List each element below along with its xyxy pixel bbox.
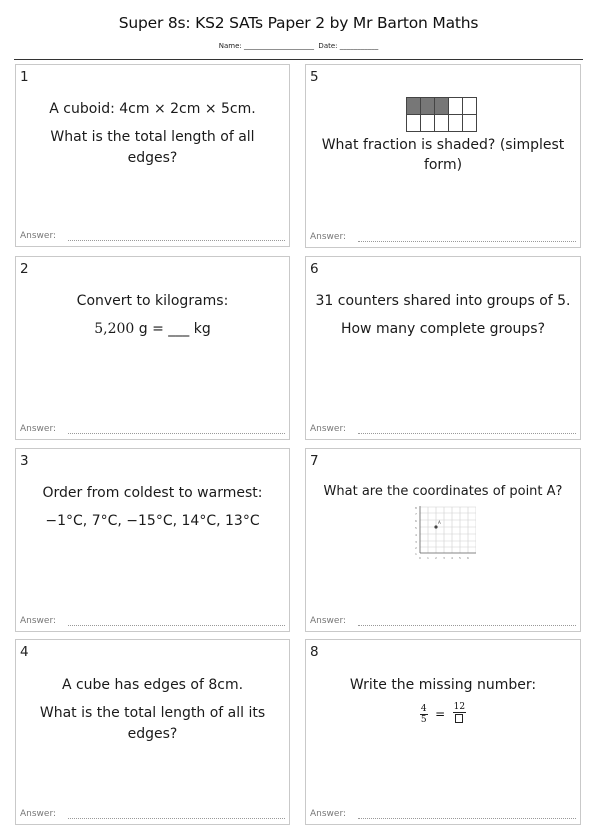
- unshaded-cell: [463, 98, 477, 115]
- answer-line[interactable]: [358, 433, 576, 434]
- coordinate-grid: [412, 503, 476, 561]
- svg-text:7: 7: [415, 512, 417, 516]
- question-number: 5: [310, 69, 319, 85]
- question-text-line: −1°C, 7°C, −15°C, 14°C, 13°C: [45, 513, 260, 529]
- question-text-line: What fraction is shaded? (simplest: [321, 137, 565, 153]
- shaded-cell: [407, 98, 421, 115]
- missing-denominator-box[interactable]: [453, 713, 466, 726]
- left-numerator: 4: [420, 703, 427, 714]
- unshaded-cell: [449, 115, 463, 132]
- answer-line[interactable]: [358, 241, 576, 242]
- answer-label: Answer:: [20, 424, 57, 434]
- question-text-line: [24, 319, 281, 340]
- equals-sign: =: [435, 707, 446, 721]
- answer-label: Answer:: [20, 809, 57, 819]
- question-card-3: [15, 448, 290, 632]
- right-numerator: 12: [453, 702, 466, 712]
- svg-text:4: 4: [451, 556, 453, 560]
- fraction-bar-diagram: [406, 97, 477, 132]
- question-text-line: What is the total length of all: [50, 129, 255, 145]
- unshaded-cell: [421, 115, 435, 132]
- right-fraction: [453, 702, 466, 726]
- question-text-line: edges?: [127, 150, 178, 166]
- question-text-line: Order from coldest to warmest:: [42, 485, 263, 501]
- answer-label: Answer:: [20, 231, 57, 241]
- question-number: 8: [310, 644, 319, 660]
- question-card-1: [15, 64, 290, 247]
- answer-line[interactable]: [68, 818, 285, 819]
- question-card-4: [15, 639, 290, 825]
- svg-text:5: 5: [415, 526, 417, 530]
- question-card-7: [305, 448, 581, 632]
- point-a-label: A: [438, 520, 441, 525]
- svg-text:2: 2: [415, 546, 417, 550]
- question-text-line: Write the missing number:: [349, 677, 537, 693]
- answer-label: Answer:: [310, 616, 347, 626]
- answer-label: Answer:: [310, 809, 347, 819]
- answer-line[interactable]: [68, 240, 285, 241]
- unshaded-cell: [463, 115, 477, 132]
- question-number: 1: [20, 69, 29, 85]
- question-text-line: How many complete groups?: [340, 321, 546, 337]
- answer-label: Answer:: [310, 232, 347, 242]
- svg-text:6: 6: [467, 556, 469, 560]
- answer-line[interactable]: [358, 818, 576, 819]
- answer-line[interactable]: [358, 625, 576, 626]
- left-fraction: [420, 704, 428, 725]
- point-a-marker: [434, 525, 437, 528]
- question-text-line: What is the total length of all its: [39, 705, 266, 721]
- answer-line[interactable]: [68, 625, 285, 626]
- header-divider: [14, 59, 583, 60]
- unshaded-cell: [435, 115, 449, 132]
- question-number: 4: [20, 644, 29, 660]
- shaded-cell: [435, 98, 449, 115]
- shaded-cell: [421, 98, 435, 115]
- svg-text:4: 4: [415, 533, 417, 537]
- question-number: 6: [310, 261, 319, 277]
- left-denominator: 5: [420, 714, 427, 725]
- question-text-line: A cube has edges of 8cm.: [61, 677, 244, 693]
- conversion-text: g = ___ kg: [138, 321, 211, 337]
- fraction-equation: [306, 702, 580, 726]
- question-text-line: A cuboid: 4cm × 2cm × 5cm.: [49, 101, 256, 117]
- answer-label: Answer:: [20, 616, 57, 626]
- question-text-line: edges?: [127, 726, 178, 742]
- svg-text:3: 3: [415, 540, 417, 544]
- axis-tick-labels: [415, 506, 469, 560]
- svg-text:2: 2: [435, 556, 437, 560]
- question-card-2: [15, 256, 290, 440]
- question-text-line: What are the coordinates of point A?: [323, 484, 563, 499]
- question-number: 2: [20, 261, 29, 277]
- answer-line[interactable]: [68, 433, 285, 434]
- svg-text:0: 0: [419, 556, 421, 560]
- page-title: Super 8s: KS2 SATs Paper 2 by Mr Barton Maths: [118, 14, 479, 32]
- answer-label: Answer:: [310, 424, 347, 434]
- svg-text:6: 6: [415, 519, 417, 523]
- question-text-line: form): [423, 157, 463, 173]
- svg-text:1: 1: [415, 552, 417, 556]
- question-number: 7: [310, 453, 319, 469]
- question-card-6: [305, 256, 581, 440]
- unshaded-cell: [407, 115, 421, 132]
- unshaded-cell: [449, 98, 463, 115]
- svg-text:5: 5: [459, 556, 461, 560]
- question-number: 3: [20, 453, 29, 469]
- grid-lines: [420, 507, 476, 553]
- name-date-line: Name: ____________________ Date: ___________: [218, 42, 379, 50]
- svg-text:8: 8: [415, 506, 417, 510]
- question-card-5: [305, 64, 581, 248]
- svg-text:1: 1: [427, 556, 429, 560]
- question-text-line: Convert to kilograms:: [76, 293, 229, 309]
- question-card-8: [305, 639, 581, 825]
- coordinate-grid-svg: [412, 503, 476, 561]
- mass-value: 5,200: [94, 321, 135, 337]
- question-text-line: 31 counters shared into groups of 5.: [315, 293, 571, 309]
- svg-text:3: 3: [443, 556, 445, 560]
